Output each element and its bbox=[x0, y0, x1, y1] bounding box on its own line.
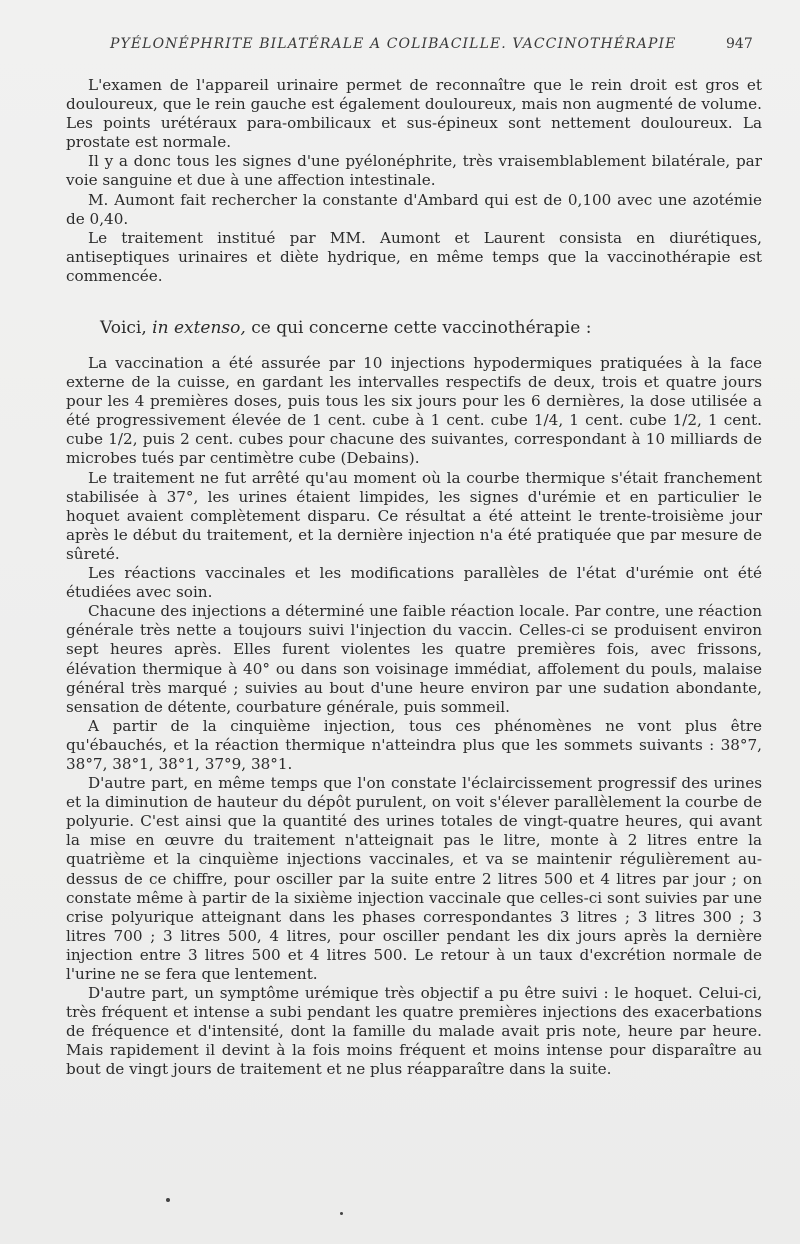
ink-speck bbox=[166, 1198, 170, 1202]
page-number: 947 bbox=[726, 36, 753, 52]
paragraph: Les réactions vaccinales et les modifications parallèles de l'état d'urémie ont été étudiées avec soin. bbox=[66, 564, 762, 602]
text-block-intro bbox=[66, 76, 762, 286]
heading-lead: Voici, bbox=[100, 318, 147, 338]
paragraph: Le traitement institué par MM. Aumont et Laurent consista en diurétiques, antiseptiques urinaires et diète hydrique, en même temps que la vaccinothérapie est commencée. bbox=[66, 228, 762, 285]
paragraph: Il y a donc tous les signes d'une pyélonéphrite, très vraisemblablement bilatérale, par voie sanguine et due à une affection intestinale. bbox=[66, 152, 762, 190]
paragraph: D'autre part, un symptôme urémique très objectif a pu être suivi : le hoquet. Celui-ci, très fréquent et intense a subi pendant les quatre premières injections des exacerbations de fréquence et d'intensité, dont la famille du malade avait pris note, heure par heure. Mais rapidement il devint à la fois moins fréquent et moins intense pour disparaître au bout de vingt jours de traitement et ne plus réapparaître dans la suite. bbox=[66, 984, 762, 1079]
ink-speck bbox=[340, 1212, 343, 1215]
paragraph: La vaccination a été assurée par 10 injections hypodermiques pratiquées à la face externe de la cuisse, en gardant les intervalles respectifs de deux, trois et quatre jours pour les 4 premières doses, puis tous les six jours pour les 6 dernières, la dose utilisée a été progressivement élevée de 1 cent. cube à 1 cent. cube 1/4, 1 cent. cube 1/2, 1 cent. cube 1/2, puis 2 cent. cubes pour chacune des suivantes, correspondant à 10 milliards de microbes tués par centimètre cube (Debains). bbox=[66, 354, 762, 468]
paragraph: Le traitement ne fut arrêté qu'au moment où la courbe thermique s'était franchement stabilisée à 37°, les urines étaient limpides, les signes d'urémie et en particulier le hoquet avaient complètement disparu. Ce résultat a été atteint le trente-troisième jour après le début du traitement, et la dernière injection n'a été pratiquée que par mesure de sûreté. bbox=[66, 468, 762, 563]
paragraph: D'autre part, en même temps que l'on constate l'éclaircissement progressif des urines et la diminution de hauteur du dépôt purulent, on voit s'élever parallèlement la courbe de polyurie. C'est ainsi que la quantité des urines totales de vingt-quatre heures, qui avant la mise en œuvre du traitement n'atteignait pas le litre, monte à 2 litres entre la quatrième et la cinquième injections vaccinales, et va se maintenir régulièrement au-dessus de ce chiffre, pour osciller par la suite entre 2 litres 500 et 4 litres par jour ; on constate même à partir de la sixième injection vaccinale que celles-ci sont suivies par une crise polyurique atteignant dans les phases correspondantes 3 litres ; 3 litres 300 ; 3 litres 700 ; 3 litres 500, 4 litres, pour osciller pendant les dix jours après la dernière injection entre 3 litres 500 et 4 litres 500. Le retour à un taux d'excrétion normale de l'urine ne se fera que lentement. bbox=[66, 774, 762, 983]
heading-italic: in extenso, bbox=[152, 318, 246, 338]
text-block-vaccination bbox=[66, 354, 762, 1080]
section-heading bbox=[100, 318, 720, 338]
paragraph: Chacune des injections a déterminé une faible réaction locale. Par contre, une réaction générale très nette a toujours suivi l'injection du vaccin. Celles-ci se produisent environ sept heures après. Elles furent violentes les quatre premières fois, avec frissons, élévation thermique à 40° ou dans son voisinage immédiat, affolement du pouls, malaise général très marqué ; suivies au bout d'une heure environ par une sudation abondante, sensation de détente, courbature générale, puis sommeil. bbox=[66, 602, 762, 716]
paragraph: L'examen de l'appareil urinaire permet de reconnaître que le rein droit est gros et douloureux, que le rein gauche est également douloureux, mais non augmenté de volume. Les points urétéraux para-ombilicaux et sus-épineux sont nettement douloureux. La prostate est normale. bbox=[66, 76, 762, 152]
paragraph: A partir de la cinquième injection, tous ces phénomènes ne vont plus être qu'ébauchés, et la réaction thermique n'atteindra plus que les sommets suivants : 38°7, 38°7, 38°1, 38°1, 37°9, 38°1. bbox=[66, 716, 762, 773]
heading-rest: ce qui concerne cette vaccinothérapie : bbox=[251, 318, 592, 338]
paragraph: M. Aumont fait rechercher la constante d'Ambard qui est de 0,100 avec une azotémie de 0,40. bbox=[66, 190, 762, 228]
running-title: PYÉLONÉPHRITE BILATÉRALE A COLIBACILLE. VACCINOTHÉRAPIE bbox=[110, 36, 677, 52]
